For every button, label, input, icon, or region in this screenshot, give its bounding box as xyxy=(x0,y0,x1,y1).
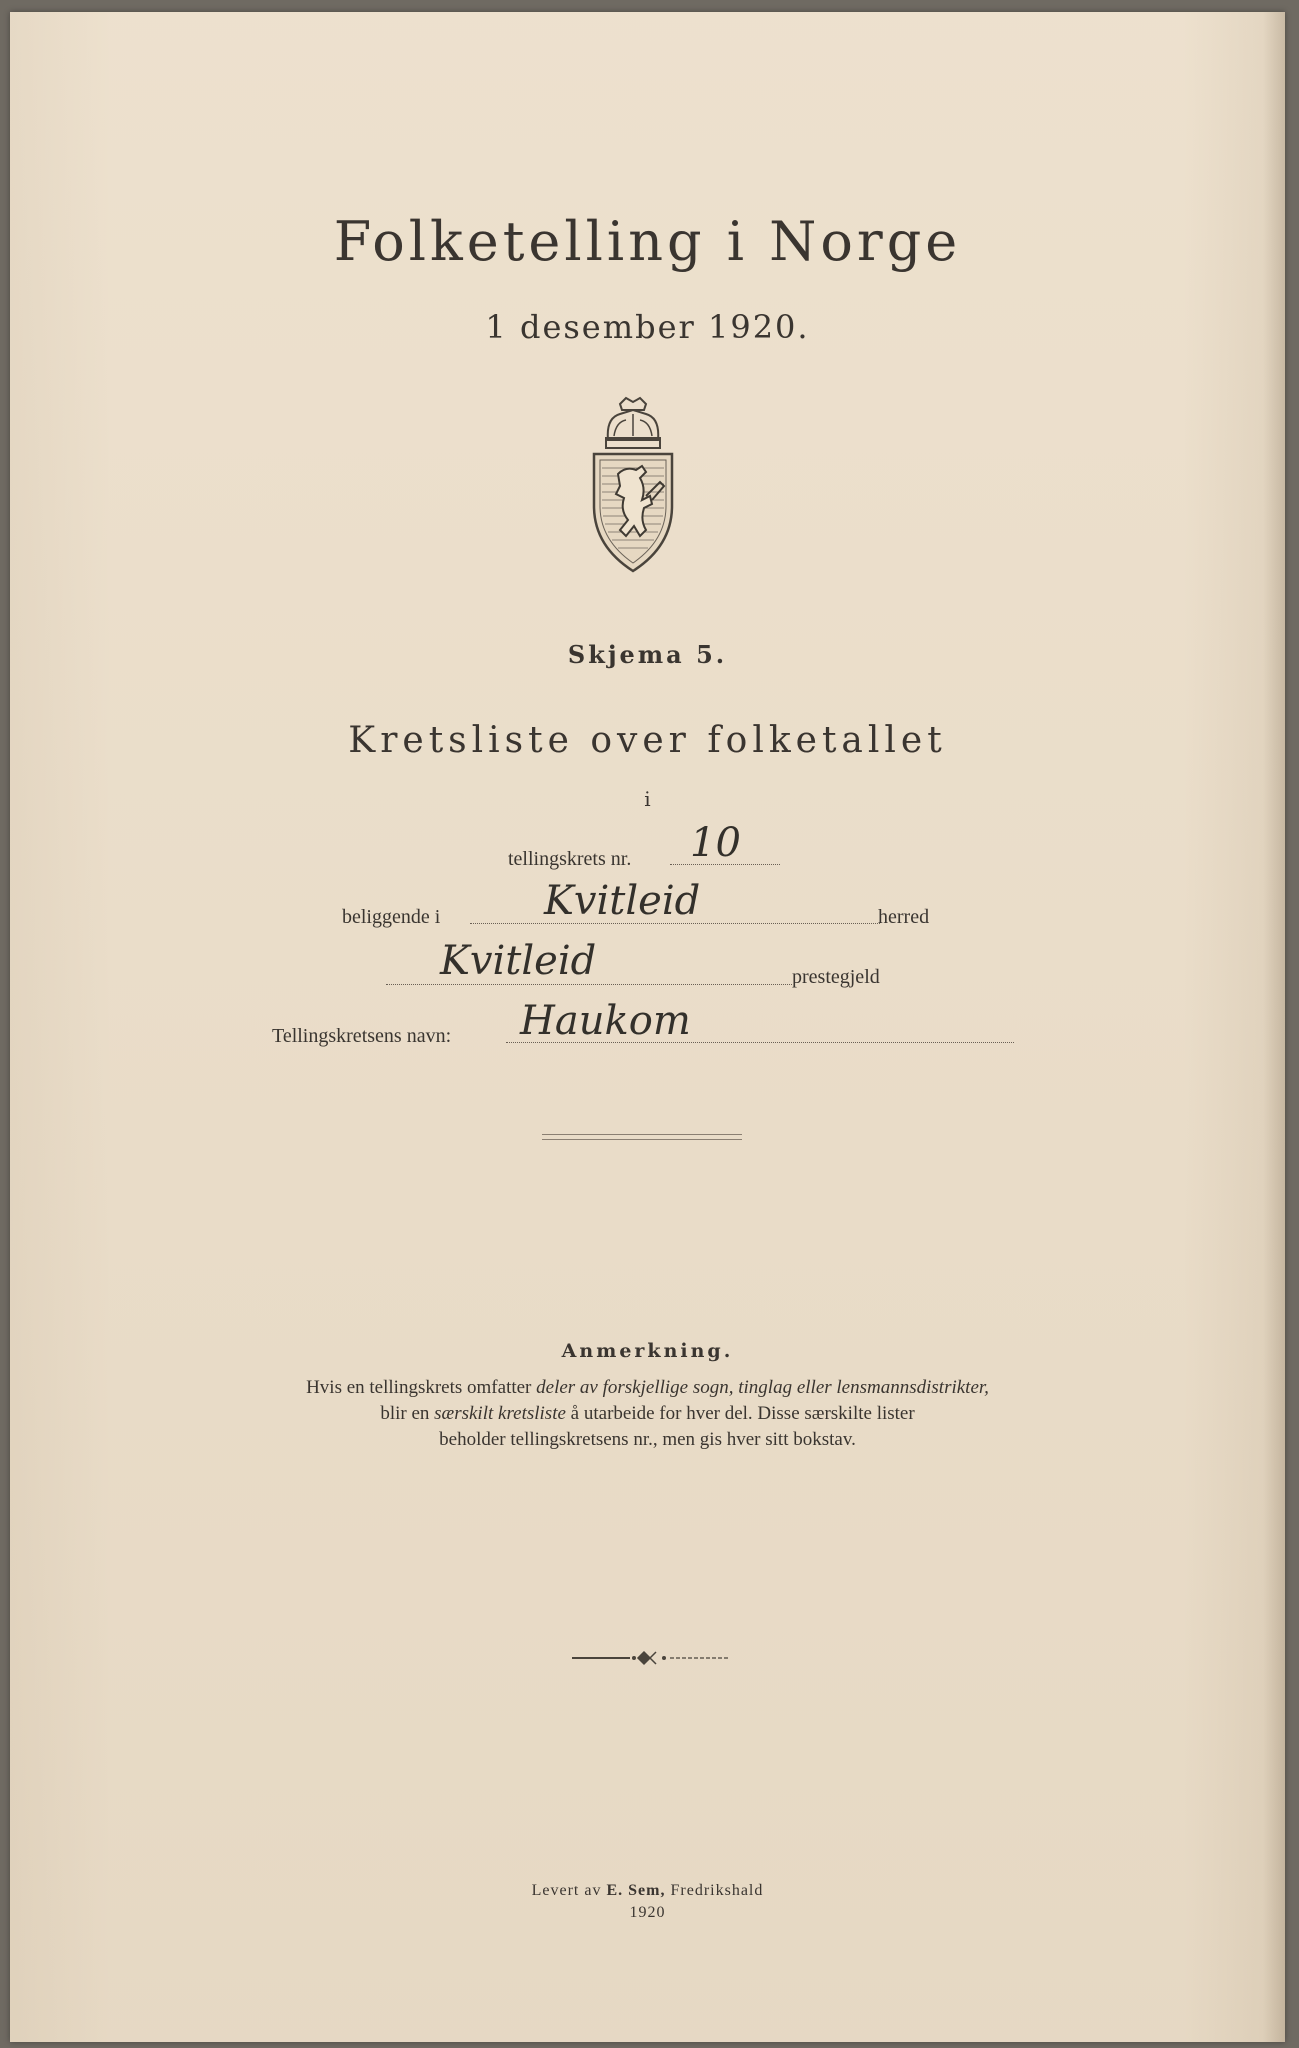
note-heading: Anmerkning. xyxy=(561,1340,734,1362)
divider-rule-top xyxy=(542,1134,742,1135)
printer-line xyxy=(10,1880,1285,1902)
printer-prefix: Levert av xyxy=(531,1882,607,1899)
note-line-1 xyxy=(10,1375,1285,1401)
norwegian-coat-of-arms-icon xyxy=(590,396,676,576)
note-line-2-text-b: å utarbeide for hver del. Disse særskilte lister xyxy=(565,1403,915,1424)
note-line-2-text-a: blir en xyxy=(380,1403,435,1424)
ornament-divider-icon xyxy=(570,1648,730,1668)
note-line-3: beholder tellingskretsens nr., men gis hver sitt bokstav. xyxy=(439,1429,856,1450)
note-line-2-italic: særskilt kretsliste xyxy=(434,1403,566,1424)
prestegjeld-label: prestegjeld xyxy=(792,966,880,988)
navn-label: Tellingskretsens navn: xyxy=(272,1025,452,1047)
herred-label: herred xyxy=(878,906,930,928)
note-line-2 xyxy=(10,1401,1285,1427)
document-date: 1 desember 1920. xyxy=(485,308,810,346)
beliggende-label: beliggende i xyxy=(342,906,441,928)
document-title: Folketelling i Norge xyxy=(333,210,962,273)
divider-rule-bottom xyxy=(542,1139,742,1140)
note-line-1-italic: deler av forskjellige sogn, tinglag eller lensmannsdistrikter, xyxy=(536,1377,989,1398)
heading-preposition: i xyxy=(644,787,651,811)
printer-name: E. Sem, xyxy=(606,1882,666,1899)
schema-number: Skjema 5. xyxy=(567,640,728,669)
printer-imprint xyxy=(10,1880,1285,1924)
prestegjeld-line xyxy=(386,984,792,985)
printer-year: 1920 xyxy=(629,1904,666,1921)
navn-value: Haukom xyxy=(520,998,691,1044)
printer-place: Fredrikshald xyxy=(665,1882,764,1899)
note-line-1-text: Hvis en tellingskrets omfatter xyxy=(306,1377,537,1398)
prestegjeld-value: Kvitleid xyxy=(440,938,597,984)
beliggende-value: Kvitleid xyxy=(544,878,701,924)
tellingskrets-label: tellingskrets nr. xyxy=(508,848,632,870)
note-body xyxy=(10,1375,1285,1453)
tellingskrets-value: 10 xyxy=(690,820,741,866)
form-heading: Kretsliste over folketallet xyxy=(348,720,947,761)
census-form-page xyxy=(10,12,1285,2042)
